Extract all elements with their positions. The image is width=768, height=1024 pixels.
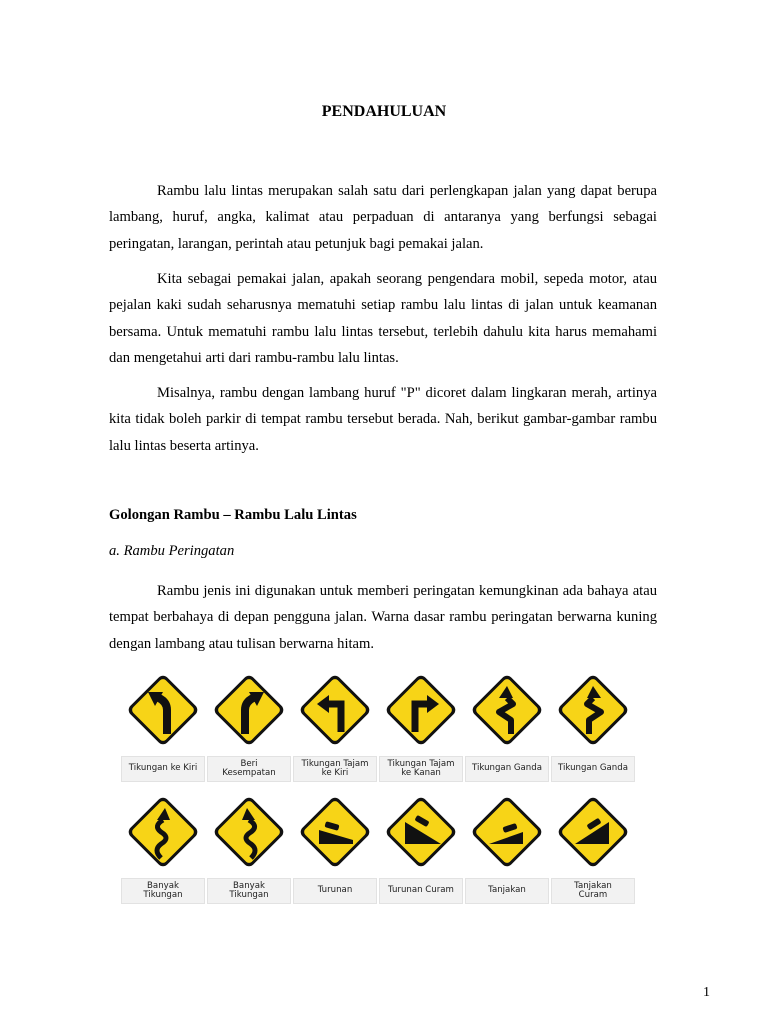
sign-caption: Tanjakan Curam	[551, 878, 635, 904]
sign-curve-right	[207, 670, 291, 750]
sign-double-curve	[465, 670, 549, 750]
subsection-heading: a. Rambu Peringatan	[109, 543, 235, 559]
sign-caption: Tikungan Tajam ke Kanan	[379, 756, 463, 782]
sign-caption: Tikungan Tajam ke Kiri	[293, 756, 377, 782]
page-title: PENDAHULUAN	[321, 103, 447, 120]
winding-road-icon	[123, 792, 203, 872]
page-number: 1	[703, 985, 710, 1000]
paragraph-warning-signs	[109, 578, 657, 657]
sign-caption: Tikungan ke Kiri	[121, 756, 205, 782]
sign-ascent	[465, 792, 549, 872]
sign-sharp-right	[379, 670, 463, 750]
sign-winding-road	[121, 792, 205, 872]
signs-row-1	[121, 670, 633, 786]
section-heading: Golongan Rambu – Rambu Lalu Lintas	[109, 507, 357, 523]
sign-caption: Tanjakan	[465, 878, 549, 904]
sign-sharp-left	[293, 670, 377, 750]
signs-row-2	[121, 792, 633, 908]
sign-steep-ascent	[551, 792, 635, 872]
sign-caption: Banyak Tikungan	[121, 878, 205, 904]
sign-caption: Turunan Curam	[379, 878, 463, 904]
sign-curve-left	[121, 670, 205, 750]
sign-caption: Tikungan Ganda	[551, 756, 635, 782]
sign-caption: Beri Kesempatan	[207, 756, 291, 782]
sign-caption: Turunan	[293, 878, 377, 904]
paragraph-users	[109, 266, 657, 372]
sign-caption: Banyak Tikungan	[207, 878, 291, 904]
warning-signs-grid	[121, 670, 633, 908]
steep-ascent-icon	[553, 792, 633, 872]
paragraph-intro-text: Rambu lalu lintas merupakan salah satu dari perlengkapan jalan yang dapat berupa lambang, huruf, angka, kalimat atau perpaduan di antaranya yang berfungsi sebagai peringatan, larangan, perintah atau petunjuk bagi pemakai jalan.	[109, 183, 657, 252]
descent-icon	[295, 792, 375, 872]
ascent-icon	[467, 792, 547, 872]
double-curve-icon	[467, 670, 547, 750]
sign-descent	[293, 792, 377, 872]
curve-right-icon	[209, 670, 289, 750]
double-curve-reverse-icon	[553, 670, 633, 750]
sharp-right-icon	[381, 670, 461, 750]
paragraph-users-text: Kita sebagai pemakai jalan, apakah seorang pengendara mobil, sepeda motor, atau pejalan kaki sudah seharusnya mematuhi setiap rambu lalu lintas di jalan untuk keamanan bersama. Untuk mematuhi rambu lalu lintas tersebut, terlebih dahulu kita harus memahami dan mengetahui arti dari rambu-rambu lalu lintas.	[109, 271, 657, 367]
paragraph-example-text: Misalnya, rambu dengan lambang huruf "P" dicoret dalam lingkaran merah, artinya kita tidak boleh parkir di tempat rambu tersebut berada. Nah, berikut gambar-gambar rambu lalu lintas beserta artinya.	[109, 385, 657, 454]
winding-road-reverse-icon	[209, 792, 289, 872]
steep-descent-icon	[381, 792, 461, 872]
curve-left-icon	[123, 670, 203, 750]
sign-caption: Tikungan Ganda	[465, 756, 549, 782]
paragraph-example	[109, 380, 657, 459]
paragraph-intro	[109, 178, 657, 257]
paragraph-warning-signs-text: Rambu jenis ini digunakan untuk memberi peringatan kemungkinan ada bahaya atau tempat berbahaya di depan pengguna jalan. Warna dasar rambu peringatan berwarna kuning dengan lambang atau tulisan berwarna hitam.	[109, 583, 657, 652]
sign-winding-road-reverse	[207, 792, 291, 872]
sharp-left-icon	[295, 670, 375, 750]
sign-steep-descent	[379, 792, 463, 872]
sign-double-curve-reverse	[551, 670, 635, 750]
